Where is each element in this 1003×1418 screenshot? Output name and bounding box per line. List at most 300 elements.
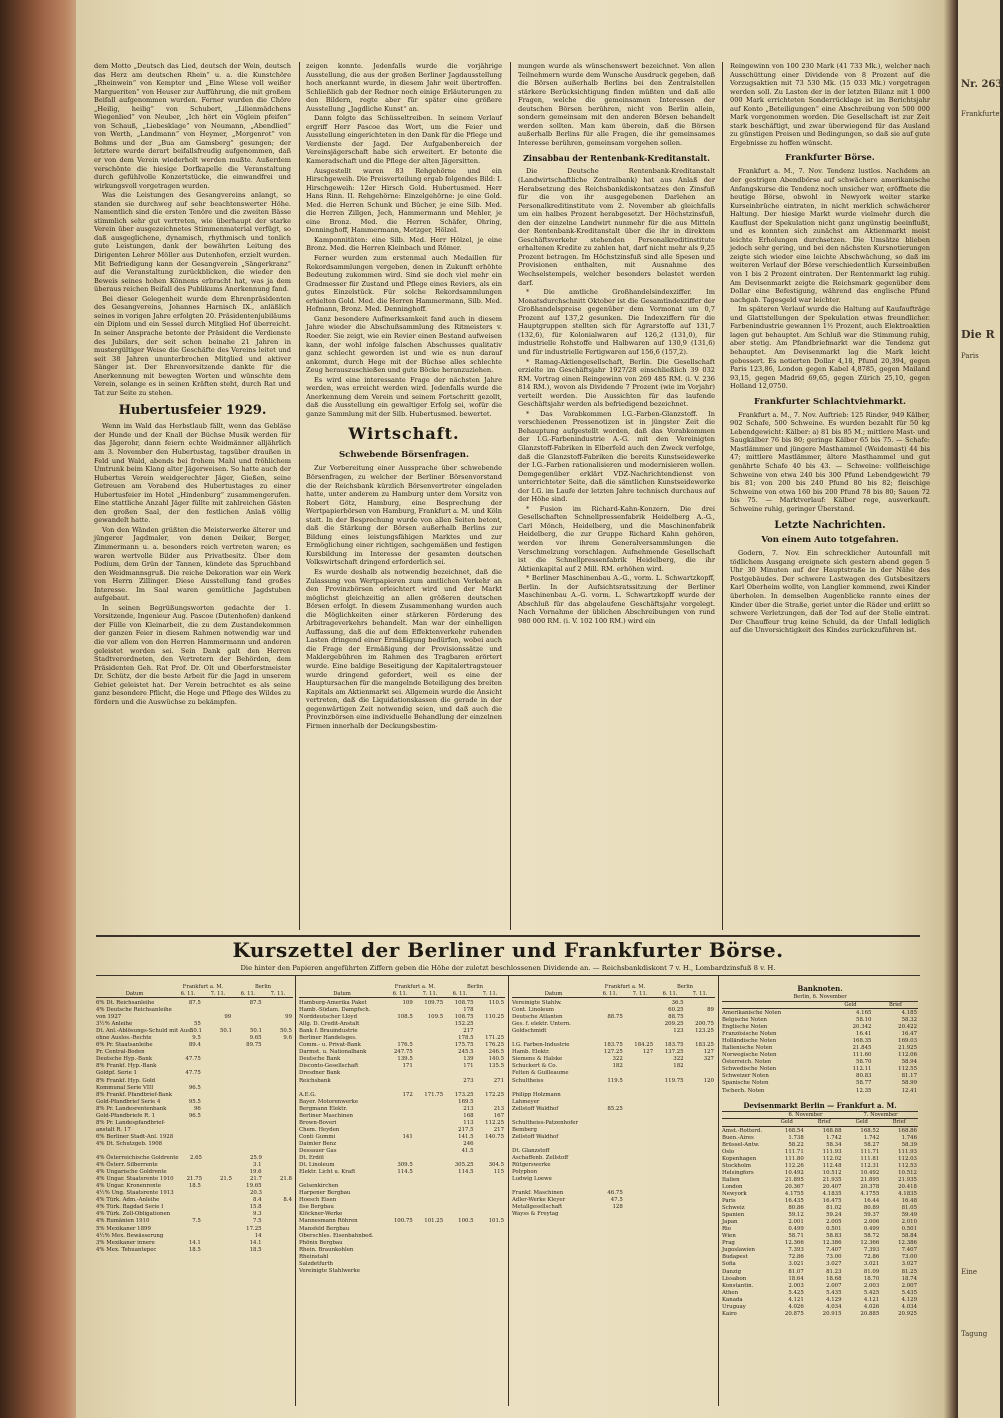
quote-value: 47.5 <box>610 1197 623 1204</box>
quote-value <box>654 1085 684 1092</box>
security-name: Lissabon <box>722 1275 747 1282</box>
quote-value: 4.1835 <box>898 1190 917 1197</box>
quote-value: 7.407 <box>826 1247 842 1254</box>
quote-value <box>233 1092 263 1099</box>
quote-value: 81.05 <box>901 1205 917 1212</box>
table-row <box>96 1233 293 1240</box>
quote-value <box>593 1007 623 1014</box>
quote-value <box>654 1176 684 1183</box>
table-row <box>512 1162 715 1169</box>
quote-value <box>654 1113 684 1120</box>
binding-gutter <box>944 0 958 1418</box>
security-name: Deutsche Hyp.-Bank <box>96 1056 152 1063</box>
quote-value <box>654 1099 684 1106</box>
quote-value <box>475 1261 505 1268</box>
table-row <box>299 1092 505 1099</box>
quote-value <box>685 1197 715 1204</box>
table-row <box>722 1088 918 1095</box>
quote-value: 112.06 <box>898 1052 918 1059</box>
quote-value <box>654 1183 684 1190</box>
quote-value <box>383 1155 413 1162</box>
quote-value <box>232 1099 262 1106</box>
quote-value: 173.25 <box>454 1091 474 1098</box>
article-paragraph: mungen wurde als wünschenswert bezeichnet. Von allen Teilnehmern wurde dem Wunsche Ausdruck gegeben, daß die Börsen außerhalb Berlins bei den Zentralstellen stärkere Berücksichtigung finden müßten und daß alle Fragen, welche die gemeinsamen Interessen der deutschen Börsen berühren, nicht von Berlin allein, sondern gemeinsam mit den anderen Börsen behandelt werden sollten. Man kam überein, daß die Börsen außerhalb Berlins für alle Fragen, die ihr gemeinsames Interesse berühren, gemeinsam vorgehen sollen. <box>518 62 715 147</box>
quote-value <box>383 1106 413 1113</box>
quote-value: 59.12 <box>788 1212 804 1219</box>
quote-value: 109 <box>402 1000 413 1006</box>
quote-value <box>624 1099 654 1106</box>
security-name: Budapest <box>722 1254 748 1261</box>
table-row <box>512 1148 715 1155</box>
quote-value: 58.83 <box>826 1233 842 1240</box>
quote-value <box>593 1028 623 1035</box>
quote-value: 5.435 <box>901 1289 917 1296</box>
quote-value: 25.9 <box>249 1155 262 1162</box>
quote-value <box>444 1190 474 1197</box>
col-geld: Geld <box>780 1119 793 1126</box>
table-row <box>96 1226 293 1233</box>
quote-value: 109.5 <box>427 1014 444 1021</box>
article-paragraph: Frankfurt a. M., 7. Nov. Tendenz lustlos. Nachdem an der gestrigen Abendbörse auf schwächere amerikanische Anfangskurse die Tendenz noch unsicher war, eröffnete die heutige Börse, obwohl in Newyork weiter starke Kurseinbrüche eintraten, in nicht merklich schwächerer Haltung. Der hiesige Markt wurde vielmehr durch die Kauflust der Spekulation nicht ganz ungünstig beeinflußt, und es konnten sich zunächst am Aktienmarkt meist leichte Erholungen durchsetzen. Die Umsätze blieben jedoch sehr gering, und bei den nächsten Kursnotierungen zeigte sich wieder eine leichte Abschwächung, so daß im weiteren Verlauf der Börse verschiedentlich Kurseinbußen von 1 bis 2 Prozent eintraten. Der Rentenmarkt lag ruhig. Am Devisenmarkt zeigte die Reichsmark gegenüber dem Dollar eine Befestigung, während das englische Pfund nachgab. Tagesgeld war leichter. <box>730 167 930 304</box>
security-name: 8% Frankf. Hyp. Gold <box>96 1077 156 1084</box>
quote-value <box>685 1000 715 1007</box>
security-name: Schweizer Noten <box>722 1073 769 1080</box>
table-row <box>722 1261 918 1268</box>
quote-value: 176.5 <box>397 1042 413 1049</box>
stock-rows <box>96 1000 293 1254</box>
devisen-date-1: 6. November <box>788 1111 823 1118</box>
quote-value: 81.02 <box>826 1205 842 1212</box>
quote-value <box>232 1113 262 1120</box>
quote-value <box>173 1134 203 1141</box>
security-name: Brüssel-Antw. <box>722 1141 760 1148</box>
quote-value <box>171 1233 201 1240</box>
quote-value: 112.02 <box>822 1155 842 1162</box>
security-name: Schultheiss <box>512 1077 544 1084</box>
table-row <box>512 1049 715 1056</box>
table-row <box>96 1021 293 1028</box>
security-name: Zellstoff Waldhof <box>512 1133 559 1140</box>
security-name: Tschech. Noten <box>722 1087 765 1094</box>
quote-value: 139.5 <box>397 1056 413 1063</box>
table-row <box>299 1035 505 1042</box>
quote-value <box>414 1085 444 1092</box>
quote-value <box>444 1085 474 1092</box>
quote-value <box>444 1183 474 1190</box>
devisen-title: Devisenmarkt Berlin — Frankfurt a. M. <box>743 1100 897 1110</box>
article-paragraph: Was die Leistungen des Gesangvereins anlangt, so standen sie durchweg auf sehr beachtenswerter Höhe. Namentlich sind die ersten Tenöre und die zweiten Bässe stimmlich sehr gut vertreten, wie überhaupt der starke Verein über ausgezeichnetes Stimmenmaterial verfügt, so daß ausgeglichene, dynamisch, rhythmisch und tonlich gute Leistungen, dank der bewährten Leitung des Dirigenten Lehrer Möller aus Dutenhofen, erzielt wurden. Mit Befriedigung kann der Gesangverein „Sängerkranz“ auf die Veranstaltung zurückblicken, die wieder den Beweis seines hohen Könnens erbracht hat, was ja dem überaus reichen Beifall des Publikums Anerkennung fand. <box>94 191 291 294</box>
table-row <box>512 1000 715 1007</box>
quote-value <box>624 1092 654 1099</box>
table-row <box>722 1311 918 1318</box>
devisen-date-2: 7. November <box>863 1111 898 1118</box>
security-name: Konstantin. <box>722 1282 754 1289</box>
table-row <box>96 1035 293 1042</box>
quote-value: 20.342 <box>852 1024 872 1031</box>
quote-value <box>654 1035 684 1042</box>
quote-value: 112.25 <box>485 1119 505 1126</box>
quote-value: 58.72 <box>863 1233 880 1240</box>
quote-value: 12.366 <box>860 1240 880 1247</box>
quote-value <box>444 1268 474 1275</box>
quote-value: 12.35 <box>856 1087 872 1094</box>
quote-value <box>383 1148 413 1155</box>
quote-value: 112.03 <box>898 1155 917 1162</box>
quote-value: 1.738 <box>788 1134 804 1141</box>
quote-value <box>263 1099 293 1106</box>
quote-value <box>593 1127 623 1134</box>
quote-value <box>171 1014 201 1021</box>
text-column-3 <box>518 62 715 930</box>
table-row <box>299 1127 505 1134</box>
quote-value: 81.09 <box>863 1268 880 1275</box>
table-row <box>722 1073 918 1080</box>
quote-value: 115 <box>493 1169 505 1176</box>
article-paragraph: Bei dieser Gelegenheit wurde dem Ehrenpräsidenten des Gesangvereins, Johannes Harnisch IX., anläßlich seines in vorigen Jahre erfolgten 20. Präsidentenjubiläums ein Diplom und ein Sessel durch Mitglied Hof überreicht. In seiner Ansprache betonte der Präsident die Verdienste des Jubilars, der seit schon beinahe 21 Jahren in mustergültiger Weise die Geschäfte des Vereins leitet und seit 38 Jahren ununterbrochen Mitglied und aktiver Sänger ist. Der Ehrenvorsitzende dankte für die Anerkennung mit bewegten Worten und wünschte dem Verein, solange es in seinen Kräften steht, durch Rat und Tat zur Seite zu stehen. <box>94 294 291 397</box>
quote-value <box>383 1099 413 1106</box>
table-row <box>722 1198 918 1205</box>
quote-value <box>383 1261 413 1268</box>
section-heading-wirtschaft: Wirtschaft. <box>348 424 460 444</box>
quote-value <box>232 1141 262 1148</box>
article-paragraph: Kamponnitäten: eine Silb. Med. Herr Hölzel, je eine Bronz. Med. die Herren Kleinbach und Römer. <box>306 235 502 253</box>
text-column-2 <box>306 62 502 930</box>
quote-value: 178.5 <box>458 1035 474 1042</box>
quote-value: 8.4 <box>253 1197 262 1204</box>
table-row <box>722 1184 918 1191</box>
book-binding-spine <box>0 0 76 1418</box>
quote-value <box>202 1106 232 1113</box>
header-date: 6. 11. <box>180 990 196 997</box>
table-row <box>722 1177 918 1184</box>
article-paragraph: Zur Vorbereitung einer Aussprache über schwebende Börsenfragen, zu welcher der Berliner Börsenvorstand die der Reichsbank kürzlich Börsenvertreter eingeladen hatte, unter anderem zu Hamburg unter dem Vorsitz von Robert Götz, Hamburg, eine Besprechung der Wertpapierbörsen von Hamburg, Frankfurt a. M. und Köln statt. In der Besprechung wurde von allen Seiten betont, daß die Stärkung der Börsen außerhalb Berlins zur Bildung eines leistungsfähigen Marktes und zur Ermöglichung einer richtigen, sachgemäßen und festigen Kursbildung im Interesse der gesamten deutschen Volkswirtschaft dringend erforderlich sei. <box>306 464 502 567</box>
quote-value <box>475 1211 505 1218</box>
quote-value <box>624 1070 654 1077</box>
quote-value <box>414 1078 444 1085</box>
table-row <box>299 1148 505 1155</box>
quote-value: 4.026 <box>863 1303 880 1310</box>
quote-value: 119.5 <box>607 1077 623 1084</box>
quote-value: 305.25 <box>454 1162 474 1169</box>
quote-value: 9.6 <box>283 1035 292 1042</box>
article-heading-auto-unfall: Von einem Auto totgefahren. <box>761 535 899 546</box>
quote-value <box>263 1078 293 1085</box>
quote-value: 16.475 <box>822 1198 842 1205</box>
quote-value: 4.129 <box>826 1296 842 1303</box>
quote-value <box>685 1141 715 1148</box>
quote-value: 81.07 <box>788 1268 804 1275</box>
table-row <box>722 1059 918 1066</box>
quote-value <box>232 1148 262 1155</box>
quote-value <box>171 1063 201 1070</box>
quote-value: 21.8 <box>279 1176 292 1183</box>
quote-value <box>202 1099 232 1106</box>
stock-block-1 <box>96 984 293 1254</box>
security-name: 6% Dt. Reichsanleihe <box>96 1000 155 1006</box>
quote-value: 12.386 <box>822 1240 842 1247</box>
quote-value: 140.5 <box>488 1056 505 1063</box>
security-name: 8% Pr. Landesrentenbank <box>96 1105 167 1112</box>
table-row <box>722 1128 918 1135</box>
quote-value: 58.27 <box>863 1141 880 1148</box>
quote-value: 4.026 <box>788 1303 804 1310</box>
security-name: ohne Auslos.-Rechte <box>96 1035 152 1042</box>
quote-value <box>475 1155 505 1162</box>
article-paragraph: Ausgestellt waren 83 Rehgehörne und ein Hirschgeweih. Die Preisverteilung ergab folgendes Bild: I. Hirschgeweih: 12er Hirsch Gold. Hubertusmed. Herr Hans Rinn. II. Rehgehörne: Einzelgehörne: je eine Gold. Med. die Herren Schunk und Bücher, je eine Silb. Med. die Herren Zillgen, Jech, Hammermann und Mehler, je eine Bronz. Med. die Herren Schäfer, Ohring, Denninghoff, Hammermann, Metzger, Hölzel. <box>306 166 502 235</box>
quote-value <box>624 1000 654 1007</box>
security-name: Schultheiss-Patzenhofer <box>512 1119 579 1126</box>
table-row <box>722 1247 918 1254</box>
quote-value <box>263 1247 293 1254</box>
security-name: Hamb.-Südam. Dampfsch. <box>299 1007 371 1014</box>
quote-value: 184.25 <box>634 1042 654 1049</box>
table-row <box>299 1063 505 1070</box>
security-name: 4% Österreichische Goldrente <box>96 1155 179 1162</box>
article-paragraph: zeigen konnte. Jedenfalls wurde die vorjährige Ausstellung, die aus der großen Berliner Jagdausstellung hoch anerkannt wurde, in diesem Jahr weit übertroffen. Schließlich gab der Redner noch einige Erläuterungen zu den Bildern, regte aber für später eine größere Ausstellung „Jagdliche Kunst“ an. <box>306 62 502 113</box>
quote-value <box>475 1085 505 1092</box>
quote-value <box>202 1218 232 1225</box>
quote-value <box>203 1190 233 1197</box>
quote-value <box>654 1070 684 1077</box>
col-geld: Geld <box>844 1001 857 1008</box>
security-name: 6% Berliner Stadt-Anl. 1928 <box>96 1133 174 1140</box>
article-heading-boersenfragen: Schwebende Börsenfragen. <box>339 450 469 461</box>
quote-value <box>383 1211 413 1218</box>
quote-value: 152.25 <box>454 1021 474 1028</box>
quote-value <box>203 1155 233 1162</box>
table-row <box>96 1204 293 1211</box>
quote-value: 99 <box>224 1014 232 1021</box>
table-row <box>512 1204 715 1211</box>
quote-value <box>414 1268 444 1275</box>
quote-value <box>624 1162 654 1169</box>
quote-value <box>202 1063 232 1070</box>
quote-value <box>414 1155 444 1162</box>
header-datum: Datum <box>544 990 563 997</box>
table-row <box>96 1028 293 1035</box>
quote-value <box>685 1204 715 1211</box>
quote-value <box>202 1226 232 1233</box>
quote-value <box>624 1113 654 1120</box>
security-name: Berliner Maschinen <box>299 1112 353 1119</box>
table-row <box>512 1183 715 1190</box>
quote-value <box>202 1000 232 1007</box>
table-row <box>96 1127 293 1134</box>
quote-value: 21.925 <box>898 1045 918 1052</box>
security-name: Chem. Heyden <box>299 1126 340 1133</box>
quote-value <box>685 1113 715 1120</box>
quote-value <box>475 1176 505 1183</box>
quote-value: 58.32 <box>901 1017 918 1024</box>
header-date: 7. 11. <box>422 990 438 997</box>
quote-value: 127 <box>703 1049 714 1056</box>
table-row <box>96 1000 293 1007</box>
quote-value: 108.5 <box>397 1014 413 1021</box>
quote-value <box>624 1141 654 1148</box>
quote-value: 20.418 <box>898 1183 917 1190</box>
quote-value: 89.75 <box>246 1042 262 1049</box>
quote-value <box>593 1113 623 1120</box>
quote-value <box>414 1028 444 1035</box>
quote-value <box>383 1035 413 1042</box>
quote-value: 21.7 <box>249 1176 262 1183</box>
quote-value <box>444 1240 474 1247</box>
quote-value: 17.25 <box>246 1225 262 1232</box>
quote-value: 246.5 <box>488 1049 505 1056</box>
security-name <box>512 1183 593 1190</box>
table-row <box>96 1211 293 1218</box>
quote-value <box>171 1226 201 1233</box>
quote-value: 100.5 <box>458 1218 474 1225</box>
quote-value <box>202 1078 232 1085</box>
security-name: 3½% Anleihe <box>96 1021 133 1028</box>
quote-value: 273 <box>463 1077 474 1084</box>
quote-value: 183.75 <box>664 1042 684 1049</box>
quote-value <box>624 1014 654 1021</box>
quote-value: 96.5 <box>188 1112 201 1119</box>
header-date: 7. 11. <box>482 990 498 997</box>
quote-value <box>263 1134 293 1141</box>
quote-value <box>414 1254 444 1261</box>
column-rule <box>299 62 300 930</box>
header-frankfurt: Frankfurt a. M. <box>182 984 224 990</box>
quote-value: 20.3 <box>249 1190 262 1197</box>
security-name: Lahmeyer <box>512 1098 540 1105</box>
quote-value: 9.3 <box>253 1211 262 1218</box>
kurszettel-title: Kurszettel der Berliner und Frankfurter Börse. <box>232 938 784 962</box>
quote-value: 111.80 <box>784 1155 804 1162</box>
quote-value <box>685 1014 715 1021</box>
security-name: Phönix Bergbau <box>299 1239 343 1246</box>
quote-value: 21.75 <box>186 1176 202 1183</box>
security-name: 6% Pr. Staatsanleihe <box>96 1042 153 1049</box>
table-row <box>96 1106 293 1113</box>
quote-value <box>383 1120 413 1127</box>
quote-value <box>383 1113 413 1120</box>
table-row <box>722 1142 918 1149</box>
quote-value: 114.5 <box>458 1169 474 1176</box>
quote-value <box>263 1226 293 1233</box>
security-name: Wien <box>722 1233 736 1240</box>
quote-value <box>383 1197 413 1204</box>
quote-value <box>624 1190 654 1197</box>
quote-value <box>475 1141 505 1148</box>
table-row <box>96 1113 293 1120</box>
banknoten-col-header <box>722 1002 918 1010</box>
table-row <box>299 1155 505 1162</box>
article-paragraph: * Die amtliche Großhandelsindexziffer. Im Monatsdurchschnitt Oktober ist die Gesamtindexziffer der Großhandelspreise gegenüber dem Vormonat um 0,7 Prozent auf 137,2 gesunken. Die Indexziffern für die Hauptgruppen stellten sich für Agrarstoffe auf 131,7 (132,6), für Kolonialwaren auf 126,2 (131,0), für industrielle Rohstoffe und Halbwaren auf 130,9 (131,6) und für industrielle Fertigwaren auf 156,6 (157,2). <box>518 288 715 356</box>
table-row <box>299 1099 505 1106</box>
quote-value: 110.5 <box>488 1000 505 1006</box>
quote-value: 59.24 <box>826 1212 842 1219</box>
quote-value: 217 <box>463 1028 474 1035</box>
table-row <box>299 1169 505 1176</box>
header-date: 7. 11. <box>692 990 708 997</box>
article-paragraph: Dann folgte das Schüsseltreiben. In seinem Verlauf ergriff Herr Pascoe das Wort, um die Feier und Ausstellung eingerichteten in den Dank für die Pflege und Verdienste der Jagd. Der Aufgabenbereich der Vereinsjägerschaft habe sich erweitert. Er betonte die Kameradschaft und die Pflege der alten Jägersitten. <box>306 114 502 166</box>
quote-value: 21.845 <box>852 1045 872 1052</box>
quote-value: 59.37 <box>863 1212 880 1219</box>
security-name: Kairo <box>722 1310 737 1317</box>
table-row <box>299 1042 505 1049</box>
table-row <box>299 1070 505 1077</box>
quote-value: 20.367 <box>784 1183 804 1190</box>
table-row <box>722 1290 918 1297</box>
table-row <box>299 1211 505 1218</box>
quote-value: 80.86 <box>788 1205 804 1212</box>
quote-value: 1.742 <box>863 1134 880 1141</box>
quote-value <box>414 1049 444 1056</box>
quote-value: 0.501 <box>901 1226 917 1233</box>
header-frankfurt: Frankfurt a. M. <box>604 984 646 990</box>
quote-value <box>624 1127 654 1134</box>
quote-value: 81.23 <box>826 1268 842 1275</box>
security-name <box>512 1113 593 1120</box>
security-name: Reichsbank <box>299 1077 331 1084</box>
quote-value: 18.5 <box>188 1246 201 1253</box>
table-row <box>96 1148 293 1155</box>
quote-value <box>685 1162 715 1169</box>
table-row <box>722 1038 918 1045</box>
quote-value <box>624 1078 654 1085</box>
table-row <box>299 1141 505 1148</box>
quote-value: 3.021 <box>788 1261 804 1268</box>
quote-value <box>685 1211 715 1218</box>
quote-value: 113 <box>463 1119 474 1126</box>
quote-value <box>685 1085 715 1092</box>
quote-value: 168.54 <box>784 1127 804 1134</box>
security-name <box>96 1148 171 1155</box>
quote-value: 80.83 <box>856 1073 872 1080</box>
quote-value: 1.742 <box>826 1134 842 1141</box>
quote-value <box>171 1078 201 1085</box>
quote-value <box>444 1261 474 1268</box>
security-name: 4% Rumänien 1910 <box>96 1218 150 1225</box>
security-name: Newyork <box>722 1190 747 1197</box>
security-name: Salzdetfurth <box>299 1260 333 1267</box>
security-name: 4% Deutsche Reichsanleihe <box>96 1007 172 1014</box>
security-name: Rio <box>722 1226 732 1233</box>
quote-value: 2.003 <box>788 1282 804 1289</box>
quote-value <box>654 1211 684 1218</box>
quote-value <box>593 1183 623 1190</box>
security-name: Adler-Werke Kleyer <box>512 1197 566 1204</box>
table-row <box>512 1021 715 1028</box>
table-row <box>299 1113 505 1120</box>
article-paragraph: Die Deutsche Rentenbank-Kreditanstalt (Landwirtschaftliche Zentralbank) hat aus Anlaß der Herabsetzung des Reichsbankdiskontsatzes den Zinsfuß für die von ihr ausgegebenen Darlehen an Personalkreditinstitute vom 2. November ab gleichfalls um ein halbes Prozent herabgesetzt. Der Höchstzinsfuß, den der einzelne Landwirt nunmehr für die aus Mitteln der Rentenbank-Kreditanstalt über die ihr in direktem Geschäftsverkehr stehenden Personalkreditinstitute erhaltenen Kredite zu zahlen hat, darf nicht mehr als 9,25 Prozent betragen. Im Höchstzinsfuß sind alle Spesen und Provisionen enthalten, mit Ausnahme des Wechselstempels, welcher besonders belastet werden darf. <box>518 167 715 287</box>
quote-value <box>171 1162 201 1169</box>
table-row <box>299 1247 505 1254</box>
table-row <box>299 1120 505 1127</box>
table-row <box>96 1218 293 1225</box>
quote-value <box>685 1120 715 1127</box>
quote-value <box>685 1176 715 1183</box>
quote-value <box>232 1078 262 1085</box>
quote-value <box>593 1141 623 1148</box>
quote-value <box>414 1261 444 1268</box>
security-name: Österreich. Noten <box>722 1059 772 1066</box>
quote-value: 36.5 <box>671 1000 684 1006</box>
quote-value <box>654 1134 684 1141</box>
table-row <box>722 1233 918 1240</box>
quote-value: 18.64 <box>788 1275 804 1282</box>
quote-value: 72.86 <box>863 1254 880 1261</box>
quote-value: 21.935 <box>822 1176 842 1183</box>
quote-value: 2.001 <box>788 1219 804 1226</box>
stock-rows <box>299 1000 505 1275</box>
quote-value: 7.393 <box>863 1247 880 1254</box>
quote-value: 271 <box>493 1077 505 1084</box>
table-row <box>512 1028 715 1035</box>
